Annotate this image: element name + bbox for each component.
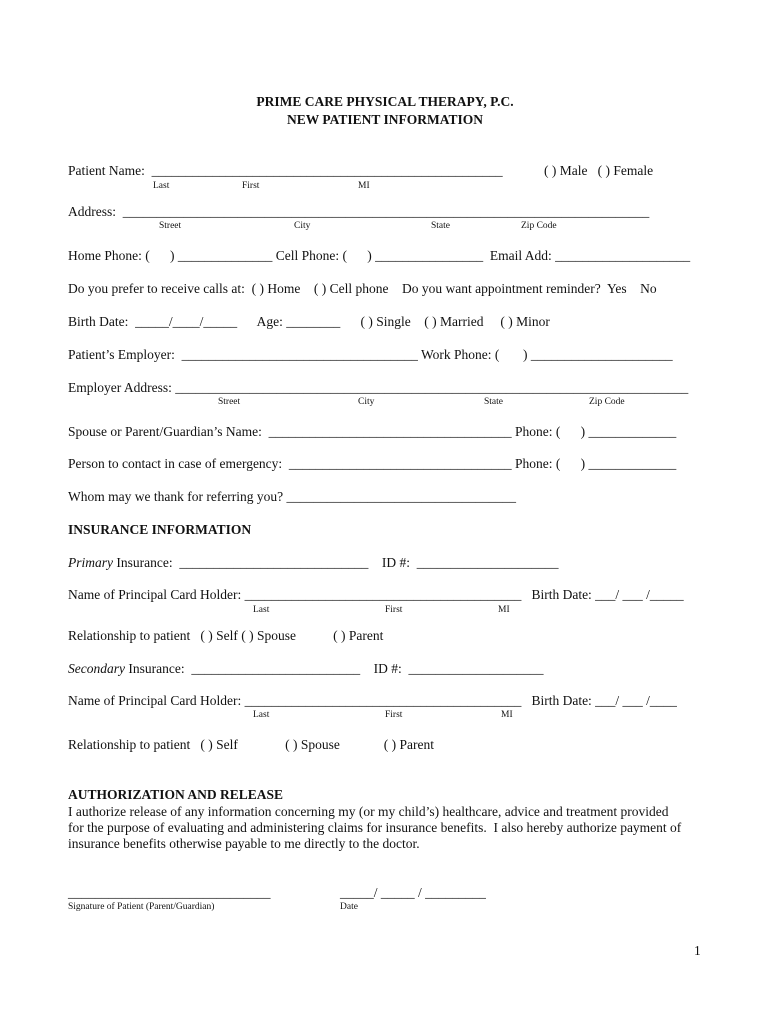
- address-sublabel-city: City: [294, 221, 311, 231]
- authorization-heading: AUTHORIZATION AND RELEASE: [68, 787, 284, 802]
- emergency-contact-field[interactable]: Person to contact in case of emergency: _________________________________ Phone: ( ) _____________: [68, 456, 677, 471]
- insurance-heading: INSURANCE INFORMATION: [68, 522, 252, 537]
- form-title: PRIME CARE PHYSICAL THERAPY, P.C.: [256, 94, 514, 109]
- date-field[interactable]: _____/ _____ / _________: [340, 885, 486, 900]
- patient-name-field[interactable]: Patient Name: ____________________________________________________: [68, 163, 503, 178]
- secondary-insurance-field[interactable]: [68, 661, 543, 677]
- gender-options[interactable]: ( ) Male ( ) Female: [544, 163, 654, 178]
- emp-sublabel-city: City: [358, 397, 375, 407]
- birth-age-status-field[interactable]: Birth Date: _____/____/_____ Age: ________ ( ) Single ( ) Married ( ) Minor: [68, 314, 550, 329]
- signature-label: Signature of Patient (Parent/Guardian): [68, 902, 215, 912]
- secondary-label: Secondary: [68, 661, 125, 676]
- emp-sublabel-street: Street: [218, 397, 241, 407]
- call-preference-options[interactable]: Do you prefer to receive calls at: ( ) Home ( ) Cell phone Do you want appointment reminder? Yes No: [68, 281, 657, 296]
- signature-field[interactable]: ______________________________: [68, 885, 271, 900]
- employer-field[interactable]: Patient’s Employer: ___________________________________ Work Phone: ( ) _____________________: [68, 347, 673, 362]
- spouse-guardian-field[interactable]: Spouse or Parent/Guardian’s Name: ____________________________________ Phone: ( ) _____________: [68, 424, 677, 439]
- holder2-sublabel-first: First: [385, 710, 403, 720]
- primary-insurance-rest: Insurance: ____________________________ ID #: _____________________: [113, 555, 559, 570]
- holder1-sublabel-mi: MI: [498, 605, 510, 615]
- card-holder-2-field[interactable]: Name of Principal Card Holder: _________________________________________ Birth Date: ___/ ___ /____: [68, 693, 677, 708]
- authorization-text-line-2: for the purpose of evaluating and administering claims for insurance benefits. I also hereby authorize payment of: [68, 820, 682, 835]
- address-sublabel-street: Street: [159, 221, 182, 231]
- emp-sublabel-zip: Zip Code: [589, 397, 625, 407]
- referral-field[interactable]: Whom may we thank for referring you? __________________________________: [68, 489, 517, 504]
- emp-sublabel-state: State: [484, 397, 503, 407]
- primary-insurance-field[interactable]: [68, 555, 558, 571]
- relationship-2-options[interactable]: Relationship to patient ( ) Self ( ) Spouse ( ) Parent: [68, 737, 434, 752]
- authorization-text-line-1: I authorize release of any information concerning my (or my child’s) healthcare, advice and treatment provided: [68, 804, 669, 819]
- authorization-text-line-3: insurance benefits otherwise payable to me directly to the doctor.: [68, 836, 420, 851]
- holder1-sublabel-last: Last: [253, 605, 270, 615]
- primary-label: Primary: [68, 555, 113, 570]
- relationship-1-options[interactable]: Relationship to patient ( ) Self ( ) Spouse ( ) Parent: [68, 628, 384, 643]
- phones-email-field[interactable]: Home Phone: ( ) ______________ Cell Phone: ( ) ________________ Email Add: ____________________: [68, 248, 691, 263]
- page-number: 1: [694, 943, 701, 958]
- holder2-sublabel-mi: MI: [501, 710, 513, 720]
- name-sublabel-mi: MI: [358, 181, 370, 191]
- date-label: Date: [340, 902, 358, 912]
- address-field[interactable]: Address: ______________________________________________________________________________: [68, 204, 650, 219]
- name-sublabel-last: Last: [153, 181, 170, 191]
- employer-address-field[interactable]: Employer Address: ____________________________________________________________________________: [68, 380, 689, 395]
- address-sublabel-zip: Zip Code: [521, 221, 557, 231]
- name-sublabel-first: First: [242, 181, 260, 191]
- holder1-sublabel-first: First: [385, 605, 403, 615]
- card-holder-1-field[interactable]: Name of Principal Card Holder: _________________________________________ Birth Date: ___/ ___ /_____: [68, 587, 684, 602]
- form-subtitle: NEW PATIENT INFORMATION: [286, 112, 484, 127]
- holder2-sublabel-last: Last: [253, 710, 270, 720]
- address-sublabel-state: State: [431, 221, 450, 231]
- secondary-insurance-rest: Insurance: _________________________ ID #: ____________________: [124, 661, 544, 676]
